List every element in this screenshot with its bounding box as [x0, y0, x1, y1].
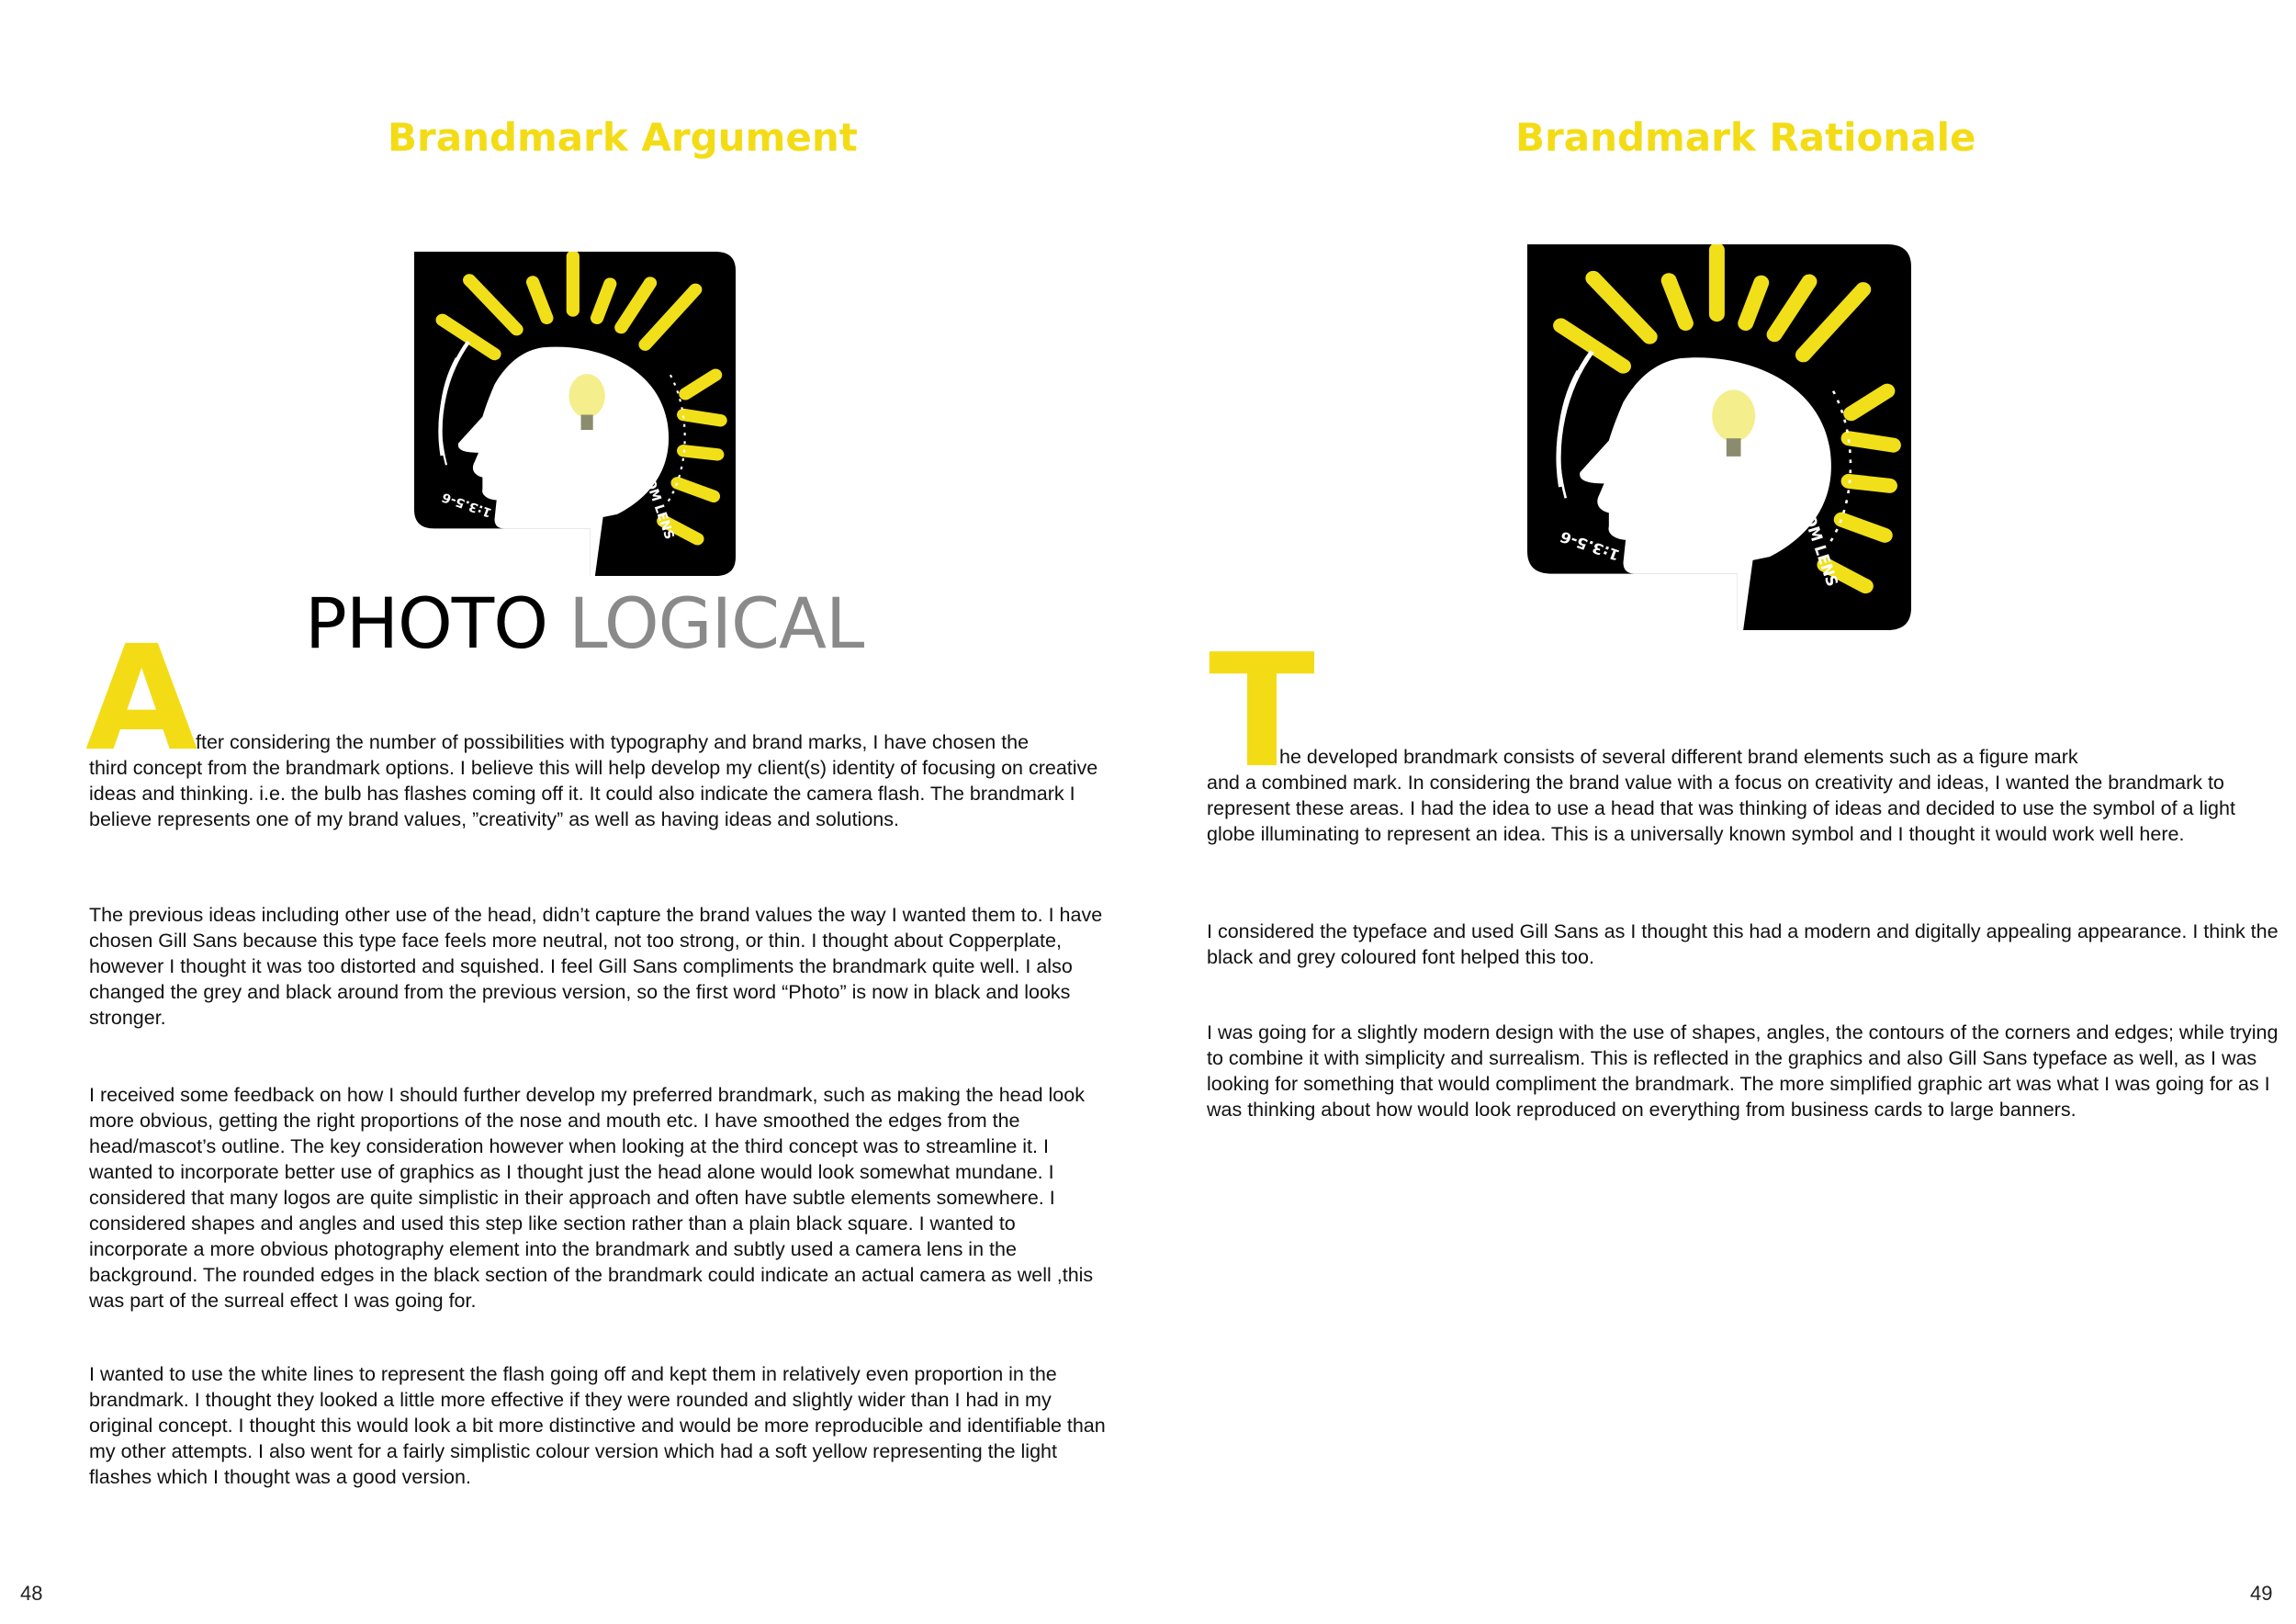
right-page [1148, 0, 2296, 1624]
first-line: he developed brandmark consists of several different brand elements such as a figure mark [1279, 746, 2078, 768]
body-paragraph: and a combined mark. In considering the brand value with a focus on creativity and ideas, I wanted the brandmark to represent these areas. I had the idea to use a head that was thinking of ideas and decided to use the symbol of a light globe illuminating to represent an idea. This is a universally known symbol and I thought it would work well here. [1207, 772, 2235, 845]
first-line: fter considering the number of possibilities with typography and brand marks, I have chosen the [196, 731, 1030, 753]
drop-cap: A [85, 615, 198, 784]
wordmark-logical: LOGICAL [568, 582, 864, 664]
page-number: 48 [20, 1582, 43, 1605]
body-paragraph: third concept from the brandmark options. I believe this will help develop my client(s) identity of focusing on creative ideas and thinking. i.e. the bulb has flashes coming off it. It could also indicate the camera flash. The brandmark I believe represents one of my brand values, ”creativity” as well as having ideas and solutions. [89, 757, 1098, 830]
page-number: 49 [2250, 1582, 2273, 1605]
drop-cap: T [1209, 621, 1315, 803]
body-paragraph: The previous ideas including other use of the head, didn’t capture the brand values the way I wanted them to. I have chosen Gill Sans because this type face feels more neutral, not too strong, or thin. I thought about Copperplate, however I thought it was too distorted and squished. I feel Gill Sans compliments the brandmark quite well. I also changed the grey and black around from the previous version, so the first word “Photo” is now in black and looks stronger. [89, 904, 1103, 1029]
head-lightbulb-brandmark-icon [1527, 244, 1911, 630]
body-paragraph: I wanted to use the white lines to represent the flash going off and kept them in relatively even proportion in the brandmark. I thought they looked a little more effective if they were rounded and slightly wider than I had in my original concept. I thought this would look a bit more distinctive and would be more reproducible and identifiable than my other attempts. I also went for a fairly simplistic colour version which had a soft yellow representing the light flashes which I thought was a good version. [89, 1363, 1106, 1488]
body-paragraph: I considered the typeface and used Gill Sans as I thought this had a modern and digitally appealing appearance. I think the black and grey coloured font helped this too. [1207, 920, 2279, 968]
page-title: Brandmark Rationale [1515, 115, 1976, 160]
page-title: Brandmark Argument [388, 115, 858, 160]
body-paragraph: I received some feedback on how I should further develop my preferred brandmark, such as making the head look more obvious, getting the right proportions of the nose and mouth etc. I have smoothed the edges from the head/mascot’s outline. The key consideration however when looking at the third concept was to streamline it. I wanted to incorporate better use of graphics as I thought just the head alone would look somewhat mundane. I considered that many logos are quite simplistic in their approach and often have subtle elements somewhere. I considered shapes and angles and used this step like section rather than a plain black square. I wanted to incorporate a more obvious photography element into the brandmark and subtly used a camera lens in the background. The rounded edges in the black section of the brandmark could indicate an actual camera as well ,this was part of the surreal effect I was going for. [89, 1084, 1094, 1312]
brand-wordmark [305, 582, 863, 664]
head-lightbulb-brandmark-icon [414, 252, 736, 576]
body-paragraph: I was going for a slightly modern design with the use of shapes, angles, the contours of the corners and edges; while trying to combine it with simplicity and surrealism. This is reflected in the graphics and also Gill Sans typeface as well, as I was looking for something that would compliment the brandmark. The more simplified graphic art was what I was going for as I was thinking about how would look reproduced on everything from business cards to large banners. [1207, 1021, 2279, 1121]
wordmark-photo: PHOTO [305, 582, 548, 664]
